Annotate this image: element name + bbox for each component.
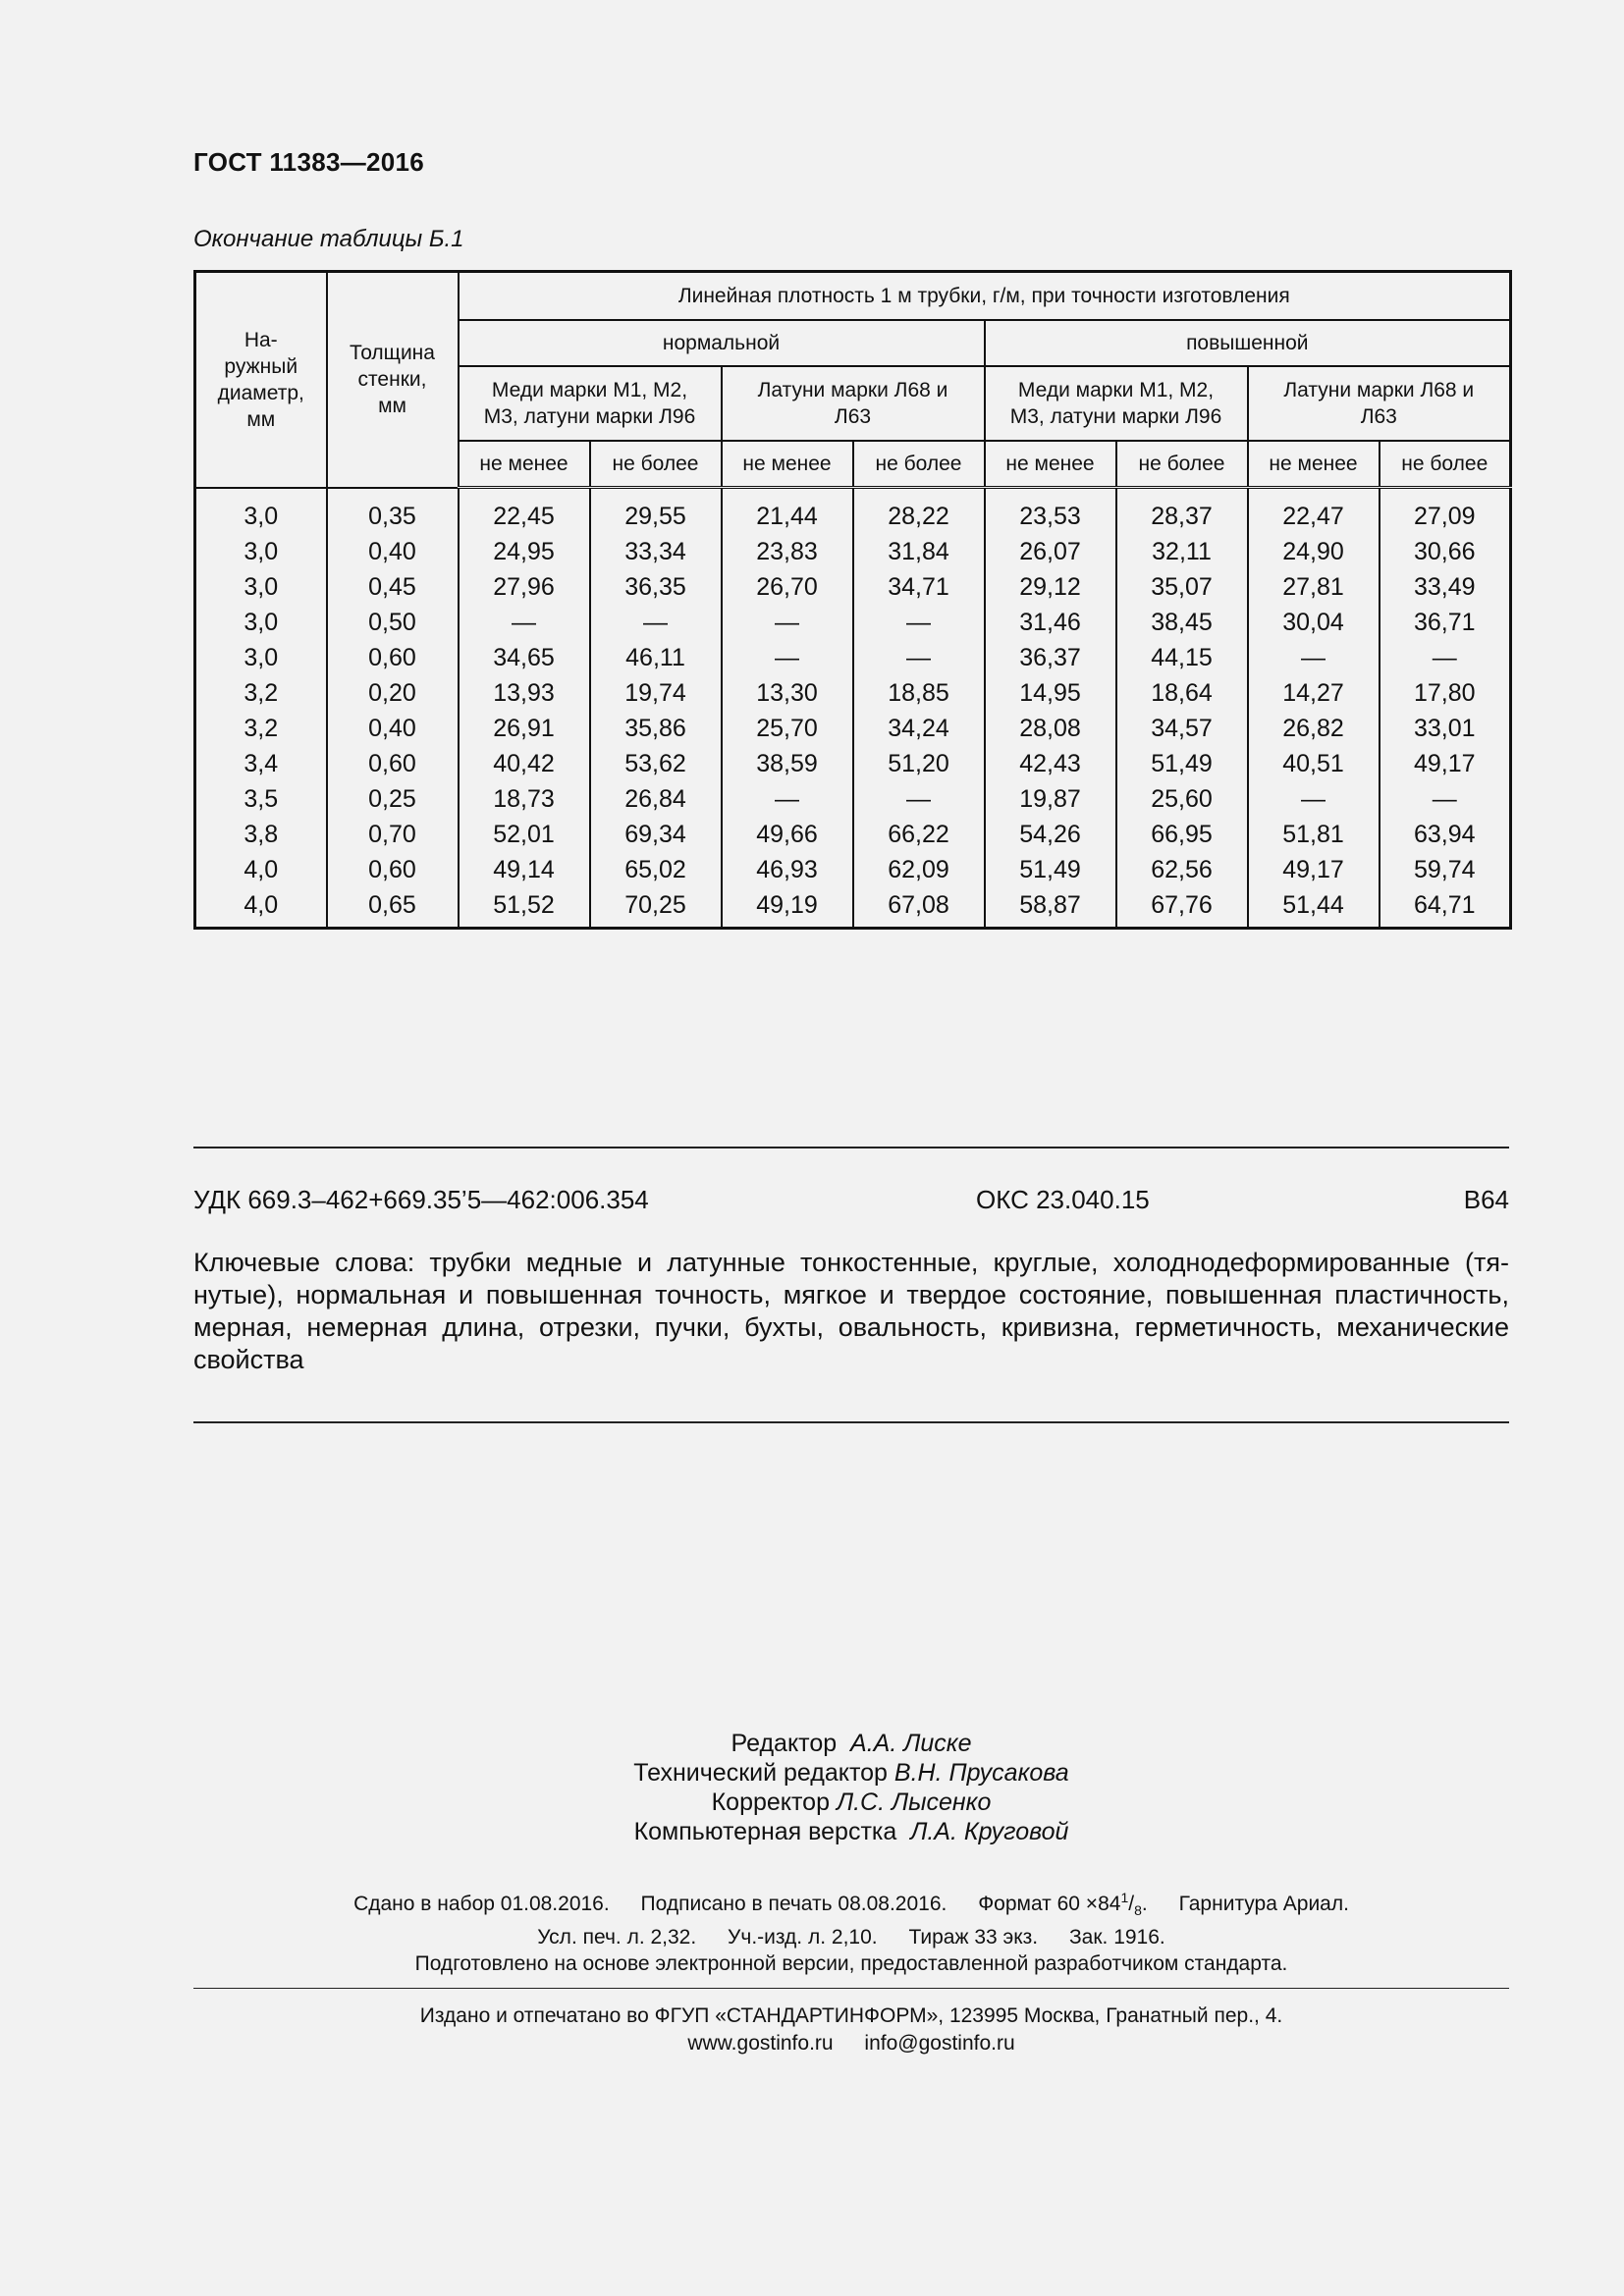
table-row (195, 675, 1511, 711)
header-accuracy-normal: нормальной (459, 320, 985, 366)
table-cell: — (853, 781, 985, 817)
header-wall-thickness: Толщина стенки, мм (327, 272, 459, 488)
table-cell: 44,15 (1116, 640, 1248, 675)
table-cell: — (722, 605, 853, 640)
table-cell: 69,34 (590, 817, 722, 852)
table-cell: 0,40 (327, 534, 459, 569)
table-cell: 3,4 (195, 746, 327, 781)
divider (193, 1421, 1509, 1423)
table-row (195, 711, 1511, 746)
table-cell: 38,59 (722, 746, 853, 781)
table-cell: 24,90 (1248, 534, 1380, 569)
header-material-brass: Латуни марки Л68 и Л63 (1248, 366, 1511, 441)
table-cell: 49,14 (459, 852, 590, 887)
table-cell: 70,25 (590, 887, 722, 929)
table-cell: 27,81 (1248, 569, 1380, 605)
editor-line: Технический редактор В.Н. Прусакова (633, 1759, 1069, 1787)
editor-line: Компьютерная верстка Л.А. Круговой (633, 1818, 1069, 1845)
table-cell: 66,95 (1116, 817, 1248, 852)
table-cell: 3,0 (195, 605, 327, 640)
table-cell: 3,0 (195, 488, 327, 535)
table-cell: 46,11 (590, 640, 722, 675)
header-material-copper: Меди марки М1, М2, М3, латуни марки Л96 (985, 366, 1248, 441)
table-cell: 58,87 (985, 887, 1116, 929)
table-row (195, 746, 1511, 781)
header-max: не более (1116, 441, 1248, 488)
table-cell: 51,81 (1248, 817, 1380, 852)
table-cell: 4,0 (195, 887, 327, 929)
table-cell: 23,83 (722, 534, 853, 569)
publisher-email[interactable]: info@gostinfo.ru (864, 2032, 1015, 2055)
table-cell: 0,25 (327, 781, 459, 817)
table-row (195, 887, 1511, 929)
table-cell: 32,11 (1116, 534, 1248, 569)
table-cell: 46,93 (722, 852, 853, 887)
table-cell: 28,22 (853, 488, 985, 535)
table-cell: 3,5 (195, 781, 327, 817)
table-cell: 0,60 (327, 746, 459, 781)
table-cell: 0,40 (327, 711, 459, 746)
divider (193, 1147, 1509, 1148)
print-info-line: Сдано в набор 01.08.2016. Подписано в печать 08.08.2016. Формат $60 \times 84^1/_8$. Гарнитура Ариал. (353, 1890, 1349, 1919)
table-cell: — (1248, 781, 1380, 817)
header-max: не более (590, 441, 722, 488)
table-cell: 26,82 (1248, 711, 1380, 746)
table-cell: — (853, 640, 985, 675)
table-cell: — (722, 640, 853, 675)
table-cell: 0,35 (327, 488, 459, 535)
table-cell: — (722, 781, 853, 817)
table-cell: 13,30 (722, 675, 853, 711)
table-cell: 21,44 (722, 488, 853, 535)
table-caption: Окончание таблицы Б.1 (193, 226, 464, 252)
table-cell: — (590, 605, 722, 640)
table-cell: 40,51 (1248, 746, 1380, 781)
density-table (193, 270, 1512, 930)
table-row (195, 534, 1511, 569)
classification-code: В64 (1463, 1185, 1509, 1214)
table-cell: 52,01 (459, 817, 590, 852)
table-cell: 14,27 (1248, 675, 1380, 711)
table-row (195, 817, 1511, 852)
header-min: не менее (459, 441, 590, 488)
table-cell: 25,70 (722, 711, 853, 746)
table-cell: 35,86 (590, 711, 722, 746)
print-info-prepared: Подготовлено на основе электронной версии, предоставленной разработчиком стандарта. (414, 1952, 1288, 1976)
editor-line: Редактор А.А. Лиске (731, 1730, 972, 1757)
print-info (193, 1885, 1509, 1977)
header-max: не более (853, 441, 985, 488)
table-row (195, 640, 1511, 675)
table-cell: 0,65 (327, 887, 459, 929)
header-material-copper: Меди марки М1, М2, М3, латуни марки Л96 (459, 366, 722, 441)
table-cell: 34,65 (459, 640, 590, 675)
table-row (195, 488, 1511, 535)
table-cell: 22,45 (459, 488, 590, 535)
table-cell: 40,42 (459, 746, 590, 781)
table-cell: 29,12 (985, 569, 1116, 605)
table-cell: 3,0 (195, 534, 327, 569)
table-cell: 31,84 (853, 534, 985, 569)
table-cell: 29,55 (590, 488, 722, 535)
table-cell: 63,94 (1380, 817, 1511, 852)
table-cell: 36,35 (590, 569, 722, 605)
table-cell: 51,49 (985, 852, 1116, 887)
table-cell: 35,07 (1116, 569, 1248, 605)
table-cell: 26,84 (590, 781, 722, 817)
table-body (195, 488, 1511, 929)
table-cell: 62,56 (1116, 852, 1248, 887)
table-cell: 3,2 (195, 675, 327, 711)
header-linear-density: Линейная плотность 1 м трубки, г/м, при точности изготовления (459, 272, 1511, 321)
table-cell: 22,47 (1248, 488, 1380, 535)
table-cell: 65,02 (590, 852, 722, 887)
header-min: не менее (985, 441, 1116, 488)
publisher-contacts (193, 2030, 1509, 2057)
table-cell: 18,73 (459, 781, 590, 817)
table-cell: 38,45 (1116, 605, 1248, 640)
table-cell: — (459, 605, 590, 640)
table-cell: 67,76 (1116, 887, 1248, 929)
table-cell: 14,95 (985, 675, 1116, 711)
table-cell: 34,24 (853, 711, 985, 746)
header-material-brass: Латуни марки Л68 и Л63 (722, 366, 985, 441)
header-accuracy-high: повышенной (985, 320, 1511, 366)
table-cell: 23,53 (985, 488, 1116, 535)
print-info-line: Усл. печ. л. 2,32. Уч.-изд. л. 2,10. Тираж 33 экз. Зак. 1916. (537, 1926, 1165, 1949)
table-cell: — (853, 605, 985, 640)
table-cell: 26,70 (722, 569, 853, 605)
table-cell: 13,93 (459, 675, 590, 711)
table-cell: — (1380, 640, 1511, 675)
table-row (195, 605, 1511, 640)
table-cell: 34,71 (853, 569, 985, 605)
table-cell: 27,96 (459, 569, 590, 605)
table-cell: 67,08 (853, 887, 985, 929)
header-min: не менее (722, 441, 853, 488)
table-cell: 34,57 (1116, 711, 1248, 746)
keywords-paragraph: Ключевые слова: трубки медные и латунные тонкостенные, круглые, холоднодеформированные (тя-нутые), нормальная и повышенная точность, мягкое и твердое состояние, повышенная пластичность, мерная, немерная длина, отрезки, пучки, бухты, овальность, кривизна, герметичность, механические свойства (193, 1248, 1509, 1374)
table-cell: 36,37 (985, 640, 1116, 675)
table-cell: 51,20 (853, 746, 985, 781)
header-max: не более (1380, 441, 1511, 488)
table-cell: 18,85 (853, 675, 985, 711)
publisher-info (193, 2002, 1509, 2057)
publisher-website[interactable]: www.gostinfo.ru (687, 2032, 834, 2055)
table-cell: 26,07 (985, 534, 1116, 569)
table-cell: 4,0 (195, 852, 327, 887)
table-cell: 19,87 (985, 781, 1116, 817)
oks-code: ОКС 23.040.15 (976, 1185, 1150, 1214)
header-outer-diameter: На- ружный диаметр, мм (195, 272, 327, 488)
table-cell: 26,91 (459, 711, 590, 746)
divider (193, 1988, 1509, 1989)
table-cell: 54,26 (985, 817, 1116, 852)
table-cell: 51,44 (1248, 887, 1380, 929)
table-row (195, 781, 1511, 817)
table-cell: 49,66 (722, 817, 853, 852)
table-cell: 0,20 (327, 675, 459, 711)
table-cell: 3,2 (195, 711, 327, 746)
table-cell: 19,74 (590, 675, 722, 711)
table-cell: 51,52 (459, 887, 590, 929)
table-cell: 33,49 (1380, 569, 1511, 605)
table-cell: 25,60 (1116, 781, 1248, 817)
table-cell: — (1380, 781, 1511, 817)
table-cell: 28,08 (985, 711, 1116, 746)
table-cell: 51,49 (1116, 746, 1248, 781)
table-cell: 66,22 (853, 817, 985, 852)
table-cell: 3,0 (195, 569, 327, 605)
table-cell: 33,34 (590, 534, 722, 569)
table-cell: 33,01 (1380, 711, 1511, 746)
table-row (195, 569, 1511, 605)
table-cell: 18,64 (1116, 675, 1248, 711)
table-cell: 24,95 (459, 534, 590, 569)
table-cell: 53,62 (590, 746, 722, 781)
table-cell: 27,09 (1380, 488, 1511, 535)
table-cell: 30,04 (1248, 605, 1380, 640)
document-title: ГОСТ 11383—2016 (193, 147, 425, 177)
udk-code: УДК 669.3–462+669.35’5—462:006.354 (193, 1185, 649, 1214)
table-cell: 31,46 (985, 605, 1116, 640)
table-cell: 3,8 (195, 817, 327, 852)
table-cell: 64,71 (1380, 887, 1511, 929)
publisher-address: Издано и отпечатано во ФГУП «СТАНДАРТИНФОРМ», 123995 Москва, Гранатный пер., 4. (419, 2004, 1283, 2027)
table-cell: 49,17 (1248, 852, 1380, 887)
editor-line: Корректор Л.С. Лысенко (711, 1789, 992, 1816)
table-cell: 30,66 (1380, 534, 1511, 569)
header-min: не менее (1248, 441, 1380, 488)
table-cell: 36,71 (1380, 605, 1511, 640)
table-cell: 0,45 (327, 569, 459, 605)
table-cell: 28,37 (1116, 488, 1248, 535)
table-row (195, 852, 1511, 887)
table-cell: 0,50 (327, 605, 459, 640)
table-cell: 17,80 (1380, 675, 1511, 711)
table-cell: 62,09 (853, 852, 985, 887)
editors-block (193, 1729, 1509, 1846)
table-cell: 0,60 (327, 640, 459, 675)
table-cell: — (1248, 640, 1380, 675)
table-cell: 0,60 (327, 852, 459, 887)
table-cell: 3,0 (195, 640, 327, 675)
table-cell: 49,19 (722, 887, 853, 929)
table-cell: 49,17 (1380, 746, 1511, 781)
table-cell: 59,74 (1380, 852, 1511, 887)
table-cell: 42,43 (985, 746, 1116, 781)
table-cell: 0,70 (327, 817, 459, 852)
